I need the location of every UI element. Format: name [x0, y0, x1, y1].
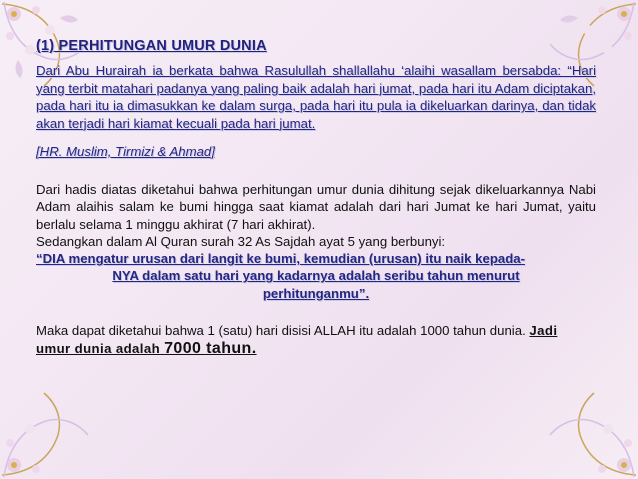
floral-corner-bottom-left-icon	[0, 369, 120, 479]
slide-content	[36, 38, 596, 358]
floral-corner-bottom-right-icon	[518, 369, 638, 479]
closing-text: Maka dapat diketahui bahwa 1 (satu) hari disisi ALLAH itu adalah 1000 tahun dunia.	[36, 323, 526, 339]
closing-value: 7000 tahun.	[164, 340, 257, 358]
quran-intro: Sedangkan dalam Al Quran surah 32 As Sajdah ayat 5 yang berbunyi:	[36, 233, 446, 249]
quran-line-3: perhitunganmu”.	[262, 285, 370, 301]
hadith-source: [HR. Muslim, Tirmizi & Ahmad]	[36, 144, 215, 159]
quran-line-1: “DIA mengatur urusan dari langit ke bumi, kemudian (urusan) itu naik kepada-	[36, 251, 525, 267]
explanation-text: Dari hadis diatas diketahui bahwa perhitungan umur dunia dihitung sejak dikeluarkannya Nabi Adam alaihis salam ke bumi hingga saat kiamat adalah dari hari Jumat ke hari Jumat, yaitu berlalu selama 1 minggu akhirat (7 hari akhirat).	[36, 182, 596, 232]
explanation-block	[36, 181, 596, 302]
closing-emphasis-text: Jadi umur dunia adalah	[36, 323, 558, 357]
hadith-text: Dari Abu Hurairah ia berkata bahwa Rasulullah shallallahu ‘alaihi wasallam bersabda: “Hari yang terbit matahari padanya yang paling baik adalah hari jumat, pada hari itu Adam diciptakan, pada hari itu ia dimasukkan ke dalam surga, pada hari itu pula ia dikeluarkan darinya, dan tidak akan terjadi hari kiamat kecuali pada hari jumat.	[36, 63, 596, 131]
quran-line-2: NYA dalam satu hari yang kadarnya adalah seribu tahun menurut	[112, 268, 520, 284]
slide-heading: (1) PERHITUNGAN UMUR DUNIA	[36, 38, 267, 54]
closing-paragraph	[36, 322, 596, 358]
quran-quote	[36, 250, 596, 302]
